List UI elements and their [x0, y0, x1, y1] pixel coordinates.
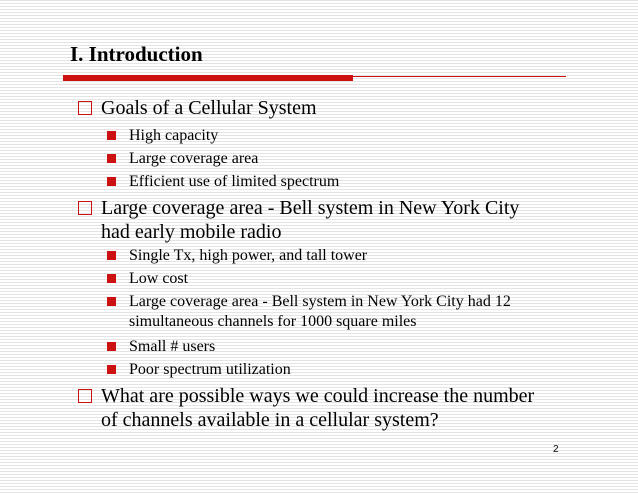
filled-square-bullet-icon: [107, 297, 116, 306]
filled-square-bullet-icon: [107, 342, 116, 351]
bullet-text-continuation: of channels available in a cellular system?: [101, 409, 439, 431]
filled-square-bullet-icon: [107, 177, 116, 186]
bullet-text: Large coverage area - Bell system in New York City: [101, 197, 520, 219]
sub-bullet-text: Efficient use of limited spectrum: [129, 173, 340, 190]
sub-bullet-text: Large coverage area: [129, 150, 259, 167]
filled-square-bullet-icon: [107, 251, 116, 260]
filled-square-bullet-icon: [107, 154, 116, 163]
bullet-text: What are possible ways we could increase the number: [101, 385, 535, 407]
hollow-square-bullet-icon: [78, 101, 92, 115]
bullet-text: Goals of a Cellular System: [101, 97, 317, 119]
filled-square-bullet-icon: [107, 365, 116, 374]
sub-bullet-text: Low cost: [129, 270, 189, 287]
filled-square-bullet-icon: [107, 131, 116, 140]
bullet-text-continuation: had early mobile radio: [101, 221, 282, 243]
sub-bullet-text: Single Tx, high power, and tall tower: [129, 247, 368, 264]
sub-bullet-text: Large coverage area - Bell system in New York City had 12: [129, 293, 511, 310]
hollow-square-bullet-icon: [78, 389, 92, 403]
hollow-square-bullet-icon: [78, 201, 92, 215]
slide-title: I. Introduction: [70, 42, 203, 66]
sub-bullet-text: Poor spectrum utilization: [129, 361, 291, 378]
title-underline-thin: [353, 76, 566, 77]
sub-bullet-text: Small # users: [129, 338, 216, 355]
page-number: 2: [553, 444, 559, 455]
title-underline-thick: [63, 75, 353, 81]
sub-bullet-text-continuation: simultaneous channels for 1000 square miles: [129, 313, 417, 330]
filled-square-bullet-icon: [107, 274, 116, 283]
sub-bullet-text: High capacity: [129, 127, 219, 144]
